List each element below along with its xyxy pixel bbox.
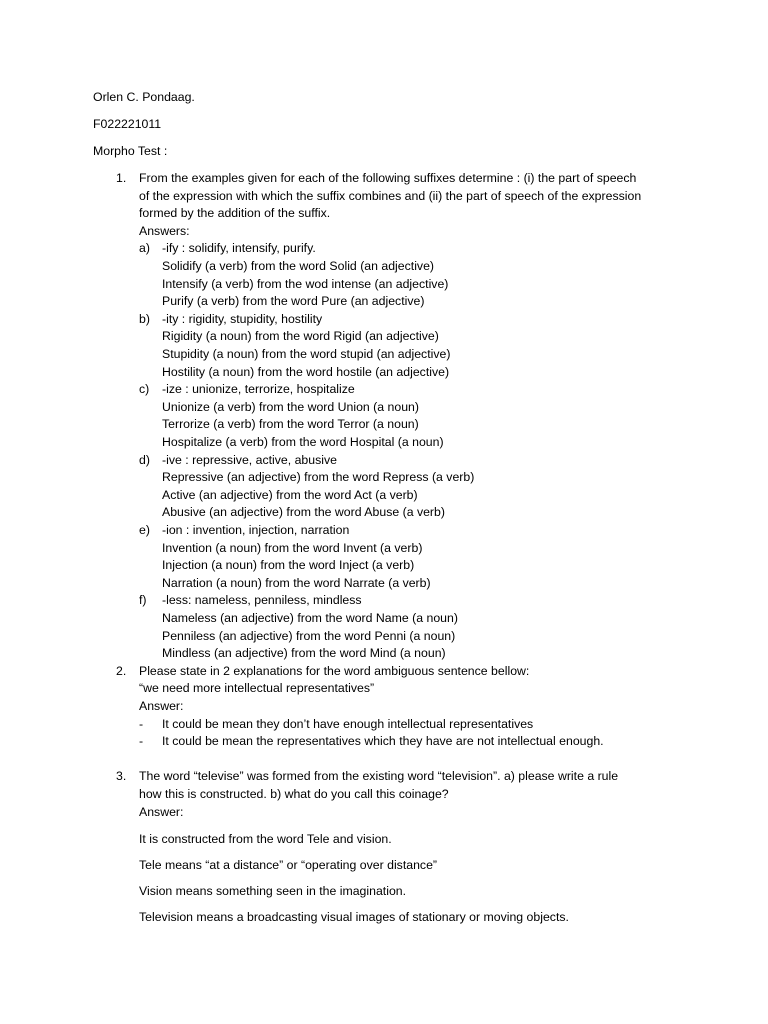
- question-text: From the examples given for each of the following suffixes determine : (i) the part of speech: [139, 171, 637, 185]
- answer-paragraph: It is constructed from the word Tele and vision.: [139, 832, 392, 846]
- bullet-text: It could be mean they don’t have enough intellectual representatives: [162, 716, 534, 731]
- question-text: of the expression with which the suffix combines and (ii) the part of speech of the expression: [139, 188, 642, 203]
- item-label: f): [139, 593, 147, 608]
- item-label: a): [139, 241, 150, 256]
- answer-line: Rigidity (a noun) from the word Rigid (an adjective): [162, 329, 439, 344]
- student-id: F022221011: [93, 117, 162, 131]
- answer-line: Intensify (a verb) from the wod intense (an adjective): [162, 276, 449, 291]
- answer-paragraph: Tele means “at a distance” or “operating over distance”: [139, 858, 438, 872]
- item-label: d): [139, 452, 150, 467]
- bullet-text: It could be mean the representatives which they have are not intellectual enough.: [162, 734, 604, 749]
- answer-label: Answer:: [139, 699, 184, 713]
- question-text: Please state in 2 explanations for the word ambiguous sentence bellow:: [139, 663, 530, 678]
- answer-line: Penniless (an adjective) from the word Penni (a noun): [162, 628, 456, 643]
- answer-line: Invention (a noun) from the word Invent (a verb): [162, 540, 423, 555]
- item-label: e): [139, 523, 150, 537]
- answer-line: Active (an adjective) from the word Act (a verb): [162, 487, 418, 502]
- answer-line: Narration (a noun) from the word Narrate (a verb): [162, 575, 431, 590]
- question-text: The word “televise” was formed from the existing word “television”. a) please write a rule: [139, 769, 619, 784]
- answer-line: Unionize (a verb) from the word Union (a noun): [162, 399, 419, 414]
- answer-line: Stupidity (a noun) from the word stupid (an adjective): [162, 347, 451, 361]
- item-label: b): [139, 311, 150, 326]
- suffix-heading: -ion : invention, injection, narration: [162, 523, 350, 537]
- answer-label: Answer:: [139, 804, 184, 819]
- answer-line: Hostility (a noun) from the word hostile (an adjective): [162, 364, 450, 379]
- suffix-heading: -ize : unionize, terrorize, hospitalize: [162, 382, 355, 397]
- question-text: formed by the addition of the suffix.: [139, 206, 331, 221]
- suffix-heading: -ive : repressive, active, abusive: [162, 452, 337, 467]
- suffix-heading: -ify : solidify, intensify, purify.: [162, 241, 316, 256]
- test-title: Morpho Test :: [93, 144, 168, 158]
- answer-line: Solidify (a verb) from the word Solid (an adjective): [162, 259, 435, 273]
- question-number: 3.: [116, 769, 127, 784]
- answers-label: Answers:: [139, 223, 190, 238]
- suffix-heading: -ity : rigidity, stupidity, hostility: [162, 311, 323, 326]
- answer-paragraph: Vision means something seen in the imagination.: [139, 884, 407, 898]
- question-number: 2.: [116, 663, 127, 678]
- answer-paragraph: Television means a broadcasting visual images of stationary or moving objects.: [139, 910, 569, 924]
- answer-line: Injection (a noun) from the word Inject (a verb): [162, 558, 415, 573]
- answer-line: Terrorize (a verb) from the word Terror (a noun): [162, 417, 419, 432]
- item-label: c): [139, 382, 150, 397]
- answer-line: Repressive (an adjective) from the word Repress (a verb): [162, 470, 475, 485]
- author-name: Orlen C. Pondaag.: [93, 90, 195, 104]
- answer-line: Hospitalize (a verb) from the word Hospital (a noun): [162, 435, 444, 449]
- question-text: how this is constructed. b) what do you call this coinage?: [139, 787, 449, 801]
- question-text: “we need more intellectual representatives”: [139, 681, 375, 696]
- question-number: 1.: [116, 171, 127, 185]
- suffix-heading: -less: nameless, penniless, mindless: [162, 593, 362, 608]
- answer-line: Nameless (an adjective) from the word Name (a noun): [162, 611, 458, 625]
- bullet-mark: -: [139, 734, 144, 749]
- answer-line: Abusive (an adjective) from the word Abuse (a verb): [162, 505, 445, 520]
- answer-line: Purify (a verb) from the word Pure (an adjective): [162, 294, 425, 309]
- answer-line: Mindless (an adjective) from the word Mind (a noun): [162, 646, 446, 661]
- bullet-mark: -: [139, 716, 144, 731]
